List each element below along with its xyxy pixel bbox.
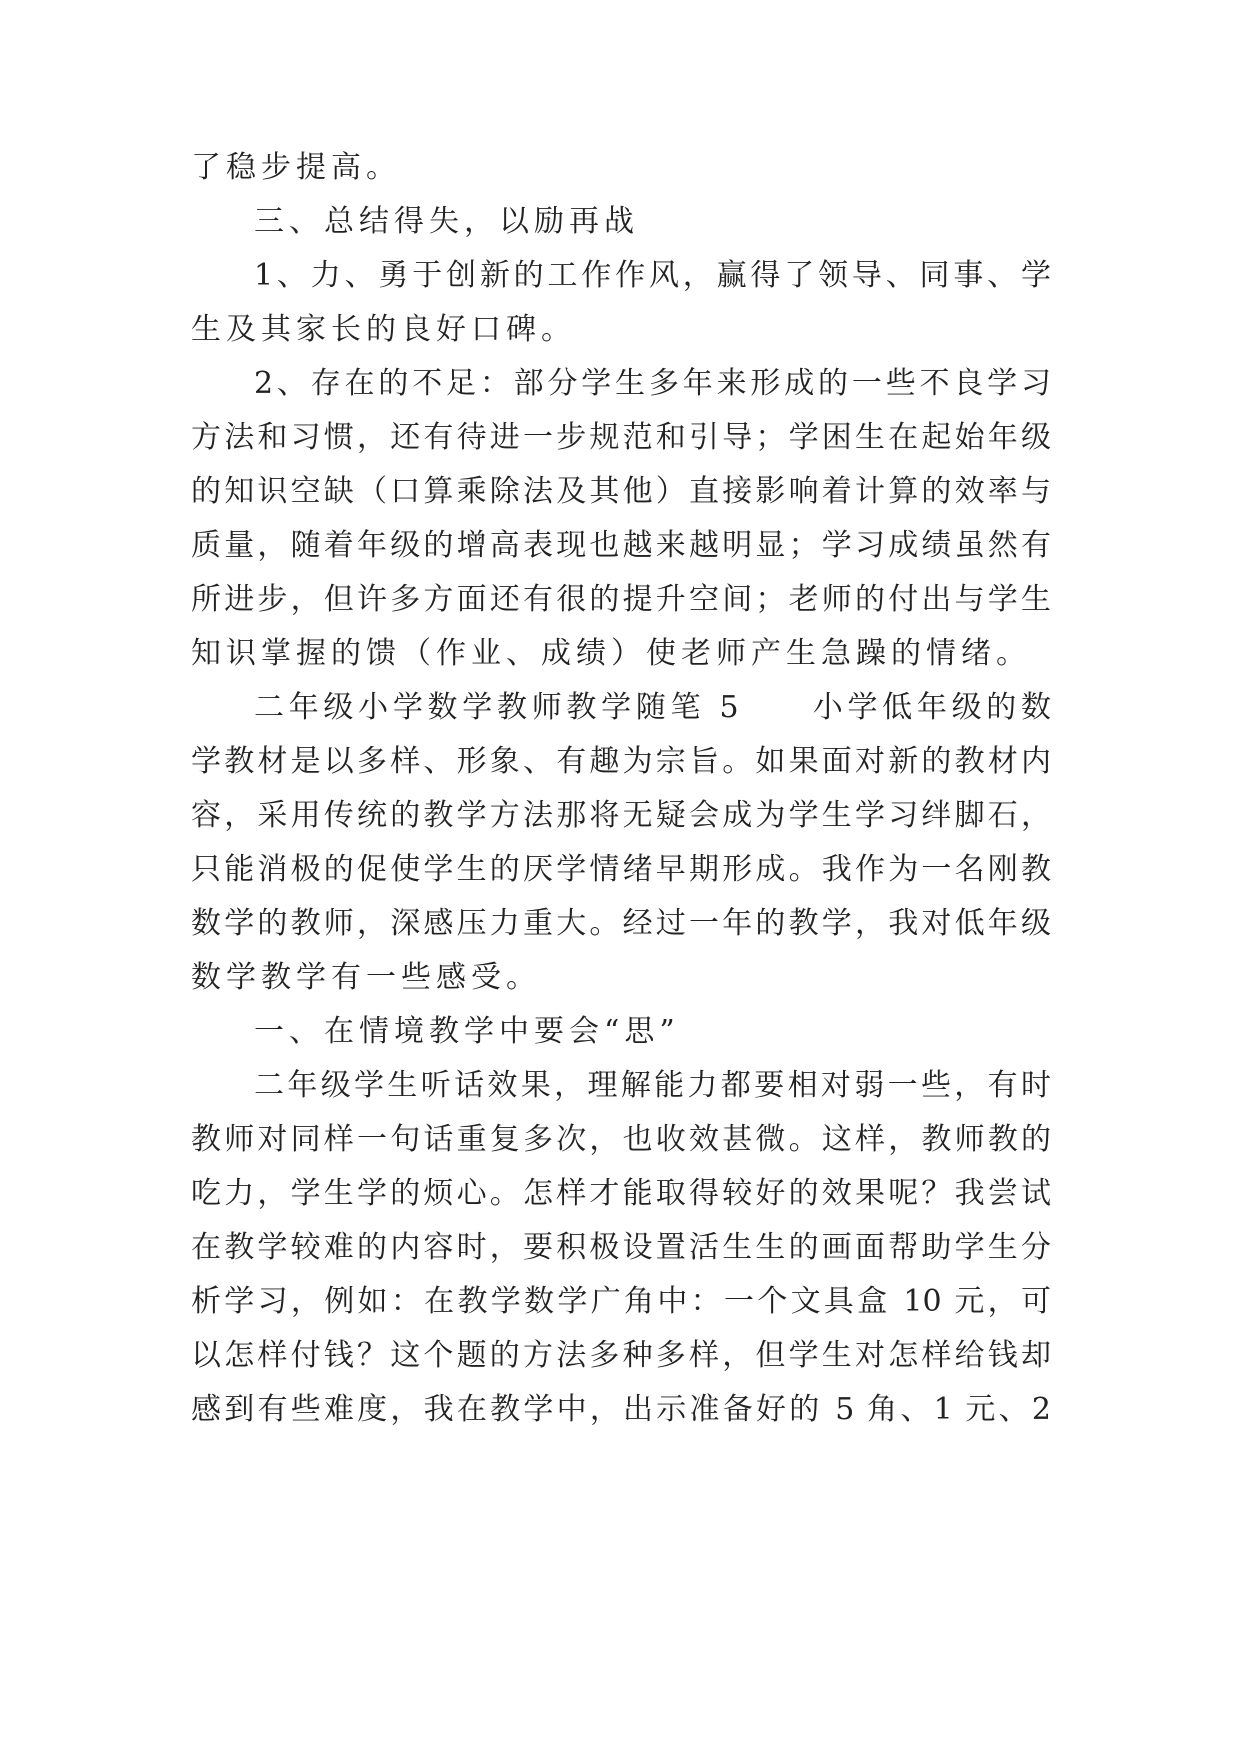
text-line-10: 知识掌握的馈（作业、成绩）使老师产生急躁的情绪。 bbox=[191, 636, 1031, 671]
text-line-4: 生及其家长的良好口碑。 bbox=[191, 312, 576, 347]
text-line-1: 了稳步提高。 bbox=[191, 150, 401, 185]
text-line-13: 容，采用传统的教学方法那将无疑会成为学生学习绊脚石， bbox=[191, 798, 1051, 833]
text-line-23: 以怎样付钱？这个题的方法多种多样，但学生对怎样给钱却 bbox=[191, 1338, 1051, 1373]
text-line-5: 2、存在的不足：部分学生多年来形成的一些不良学习 bbox=[254, 366, 1051, 401]
section-heading-situational: 一、在情境教学中要会“思” bbox=[254, 1014, 680, 1049]
text-line-16: 数学教学有一些感受。 bbox=[191, 960, 541, 995]
text-line-9: 所进步，但许多方面还有很的提升空间；老师的付出与学生 bbox=[191, 582, 1051, 617]
text-line-22: 析学习，例如：在教学数学广角中：一个文具盒 10 元，可 bbox=[191, 1284, 1051, 1319]
section-heading-summary: 三、总结得失，以励再战 bbox=[254, 204, 639, 239]
text-line-3: 1、力、勇于创新的工作作风，赢得了领导、同事、学 bbox=[254, 258, 1051, 293]
text-line-12: 学教材是以多样、形象、有趣为宗旨。如果面对新的教材内 bbox=[191, 744, 1051, 779]
text-line-8: 质量，随着年级的增高表现也越来越明显；学习成绩虽然有 bbox=[191, 528, 1051, 563]
text-line-6: 方法和习惯，还有待进一步规范和引导；学困生在起始年级 bbox=[191, 420, 1051, 455]
text-line-19: 教师对同样一句话重复多次，也收效甚微。这样，教师教的 bbox=[191, 1122, 1051, 1157]
essay-title-line: 二年级小学数学教师教学随笔 5 小学低年级的数 bbox=[254, 690, 1051, 725]
text-line-20: 吃力，学生学的烦心。怎样才能取得较好的效果呢？我尝试 bbox=[191, 1176, 1051, 1211]
text-line-18: 二年级学生听话效果，理解能力都要相对弱一些，有时 bbox=[254, 1068, 1051, 1103]
text-line-24: 感到有些难度，我在教学中，出示准备好的 5 角、1 元、2 bbox=[191, 1392, 1051, 1427]
text-line-14: 只能消极的促使学生的厌学情绪早期形成。我作为一名刚教 bbox=[191, 852, 1051, 887]
text-line-7: 的知识空缺（口算乘除法及其他）直接影响着计算的效率与 bbox=[191, 474, 1051, 509]
text-line-15: 数学的教师，深感压力重大。经过一年的教学，我对低年级 bbox=[191, 906, 1051, 941]
text-line-21: 在教学较难的内容时，要积极设置活生生的画面帮助学生分 bbox=[191, 1230, 1051, 1265]
